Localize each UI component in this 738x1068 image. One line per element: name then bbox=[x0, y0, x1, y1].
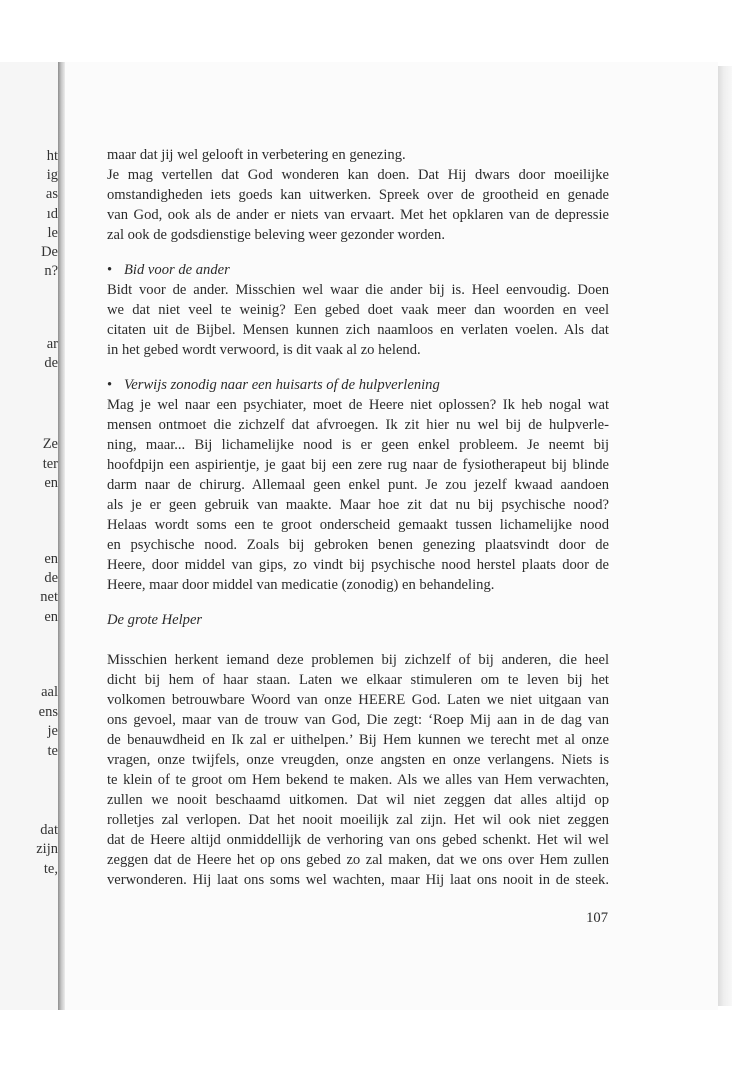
paragraph-line: citaten uit de Bijbel. Mensen kunnen zich naamloos en verlaten voelen. Als dat bbox=[107, 322, 609, 338]
paragraph-line: we dat niet veel te weinig? Een gebed doet vaak meer dan woorden en veel bbox=[107, 302, 609, 318]
paragraph-line: Je mag vertellen dat God wonderen kan doen. Dat Hij dwars door moeilijke bbox=[107, 167, 609, 183]
left-page-fragment: je bbox=[47, 723, 58, 739]
paragraph-line: verwonderen. Hij laat ons soms wel wachten, maar Hij laat ons nooit in de steek. bbox=[107, 872, 609, 888]
left-page-fragment: ens bbox=[38, 704, 58, 720]
heading-text: Verwijs zonodig naar een huisarts of de hulpverlening bbox=[124, 377, 440, 393]
paragraph-line: maar dat jij wel gelooft in verbetering en genezing. bbox=[107, 147, 406, 163]
paragraph-line: Bidt voor de ander. Misschien wel waar die ander bij is. Heel eenvoudig. Doen bbox=[107, 282, 609, 298]
left-page-fragment: en bbox=[44, 551, 58, 567]
left-page-fragment: net bbox=[40, 589, 58, 605]
page-number: 107 bbox=[586, 910, 608, 926]
left-page-fragment: de bbox=[44, 355, 58, 371]
paragraph-line: Mag je wel naar een psychiater, moet de Heere niet oplossen? Ik heb nogal wat bbox=[107, 397, 609, 413]
paragraph-line: volkomen betrouwbare Woord van onze HEERE God. Laten we niet uitgaan van bbox=[107, 692, 609, 708]
heading-text: Bid voor de ander bbox=[124, 262, 230, 278]
paragraph-line: ning, maar... Bij lichamelijke nood is er geen enkel probleem. Je neemt bij bbox=[107, 437, 609, 453]
left-page-fragment: as bbox=[45, 186, 58, 202]
paragraph-line: als je er geen gebruik van maakte. Maar hoe zit dat nu bij psychische nood? bbox=[107, 497, 609, 513]
left-page-fragment: aal bbox=[41, 684, 58, 700]
paragraph-line: hoofdpijn een aspirientje, je gaat bij een zere rug naar de fysiotherapeut bij blinde bbox=[107, 457, 609, 473]
paragraph-line: omstandigheden iets goeds kan uitwerken. Spreek over de grootheid en genade bbox=[107, 187, 609, 203]
paragraph-line: zeggen dat de Heere het op ons gebed zo zal maken, dat we ons over Hem zullen bbox=[107, 852, 609, 868]
left-page-fragment: Ze bbox=[42, 436, 58, 452]
paragraph-line: dicht bij hem of haar staan. Laten we elkaar stimuleren om te leven bij het bbox=[107, 672, 609, 688]
bullet-icon: • bbox=[107, 377, 113, 393]
paragraph-line: rolletjes zal verlopen. Dat het nooit moeilijk zal zijn. Het wil ook niet zeggen bbox=[107, 812, 609, 828]
left-page-fragment: ig bbox=[46, 167, 58, 183]
bullet-icon: • bbox=[107, 262, 113, 278]
paragraph-line: in het gebed wordt verwoord, is dit vaak al zo helend. bbox=[107, 342, 421, 358]
left-page-fragment: en bbox=[44, 475, 58, 491]
left-page-fragment: ar bbox=[46, 336, 58, 352]
left-page-fragment: de bbox=[44, 570, 58, 586]
left-page-fragment: De bbox=[41, 244, 58, 260]
paragraph-line: ons gevoel, maar van de trouw van God, Die zegt: ‘Roep Mij aan in de dag van bbox=[107, 712, 609, 728]
paragraph-line: Heere, door middel van gips, zo vindt bij psychische nood herstel plaats door de bbox=[107, 557, 609, 573]
paragraph-line: zullen we nooit beschaamd uitkomen. Dat wil niet zeggen dat alles altijd op bbox=[107, 792, 609, 808]
paragraph-line: de benauwdheid en Ik zal er uithelpen.’ Bij Hem kunnen we terecht met al onze bbox=[107, 732, 609, 748]
book-gutter bbox=[58, 62, 65, 1010]
section-heading-de-grote-helper: De grote Helper bbox=[107, 612, 203, 628]
paragraph-line: dat de Heere altijd onmiddellijk de verhoring van ons gebed schenkt. Het wil wel bbox=[107, 832, 609, 848]
left-page-fragment: ter bbox=[42, 456, 58, 472]
paragraph-line: Helaas wordt soms een te groot onderscheid gemaakt tussen lichamelijke nood bbox=[107, 517, 609, 533]
left-page-fragment: en bbox=[44, 609, 58, 625]
paragraph-line: Heere, maar door middel van medicatie (zonodig) en behandeling. bbox=[107, 577, 495, 593]
left-page-fragment: le bbox=[47, 225, 58, 241]
left-page-fragment: zijn bbox=[36, 841, 58, 857]
left-page-fragment: dat bbox=[40, 822, 58, 838]
paragraph-line: darm naar de chirurg. Allemaal geen enkel punt. Je zou jezelf kwaad aandoen bbox=[107, 477, 609, 493]
paragraph-line: vragen, onze twijfels, onze vreugden, onze angsten en onze verlangens. Niets is bbox=[107, 752, 609, 768]
left-page-fragment: ıd bbox=[46, 206, 58, 222]
left-page-fragment: te bbox=[47, 743, 58, 759]
paragraph-line: en psychische nood. Zoals bij gebroken benen genezing plaatsvindt door de bbox=[107, 537, 609, 553]
left-page-edge bbox=[0, 62, 58, 1010]
section-heading-bid-voor-de-ander bbox=[107, 260, 609, 280]
section-heading-verwijs-zonodig bbox=[107, 375, 609, 395]
left-page-fragment: ht bbox=[46, 148, 58, 164]
paragraph-line: zal ook de godsdienstige beleving weer gezonder worden. bbox=[107, 227, 445, 243]
left-page-fragment: n? bbox=[44, 263, 58, 279]
paragraph-line: mensen ontmoet die zichzelf dat afvroegen. Ik zit hier nu wel bij de hulpverle- bbox=[107, 417, 609, 433]
paragraph-line: Misschien herkent iemand deze problemen bij zichzelf of bij anderen, die heel bbox=[107, 652, 609, 668]
paragraph-line: van God, ook als de ander er niets van ervaart. Met het opklaren van de depressie bbox=[107, 207, 609, 223]
paragraph-line: te klein of te groot om Hem bekend te maken. Als we alles van Hem verwachten, bbox=[107, 772, 609, 788]
page-edge bbox=[718, 66, 732, 1006]
left-page-fragment: te, bbox=[43, 861, 58, 877]
